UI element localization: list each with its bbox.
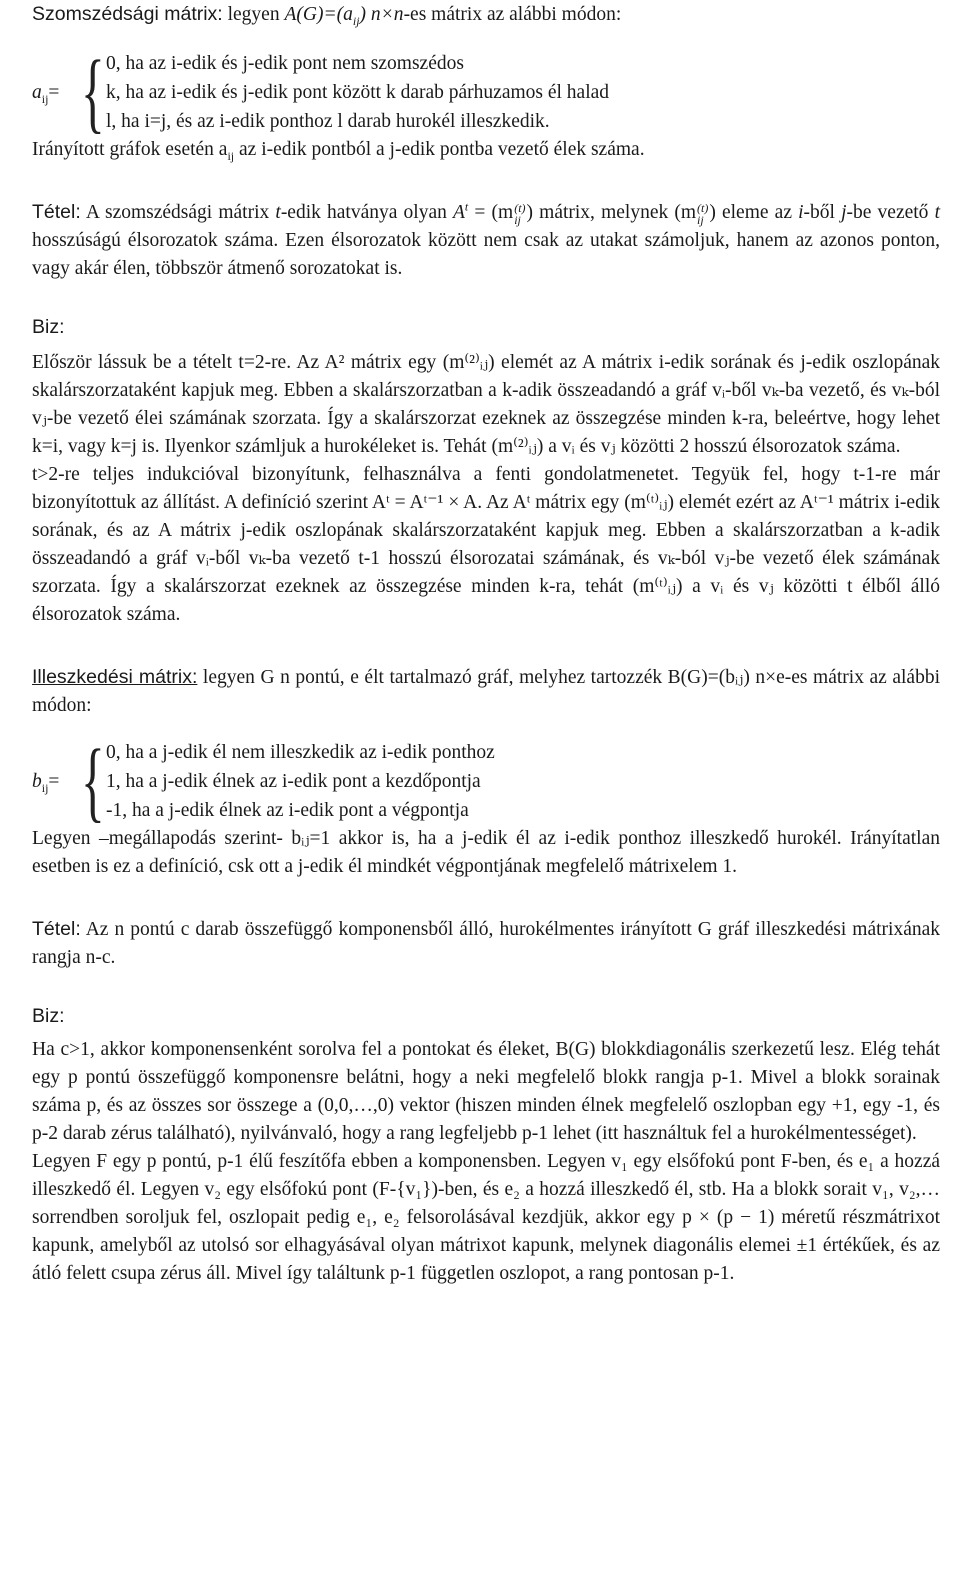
proof-1-paragraph-2: t>2-re teljes indukcióval bizonyítunk, felhasználva a fenti gondolatmenetet. Tegyük fel, hogy t-1-re már bizonyítottuk az állítást. A definíció szerint Aᵗ = Aᵗ⁻¹ × A. Az Aᵗ mátrix egy (m⁽ᵗ⁾ᵢⱼ) elemét ezért az Aᵗ⁻¹ mátrix i-edik sorának, és az A mátrix j-edik oszlopának skalárszorzataként kapjuk meg. Ebben a skalárszorzatban a k-adik összeadandó a gráf vᵢ-ből vₖ-ba vezető t-1 hosszú élsorozatai számának, és vₖ-ból vⱼ-be vezető élek számának szorzata. Így a skalárszorzat ezeknek az összegzése minden k-ra, tehát (m⁽ᵗ⁾ᵢⱼ) a vᵢ és vⱼ közötti t élből álló élsorozatok száma. <box>32 464 940 625</box>
adjacency-cases <box>32 42 940 142</box>
document-page <box>32 0 940 1288</box>
incidence-case-lines <box>106 738 495 825</box>
proof-1-paragraph-1: Először lássuk be a tételt t=2-re. Az A² mátrix egy (m⁽²⁾ᵢⱼ) elemét az A mátrix i-edik sorának és j-edik oszlopának skalárszorzataként kapjuk meg. Ebben a skalárszorzatban a k-adik összeadandó a gráf vᵢ-ből vₖ-ba vezető, és vₖ-ból vⱼ-be vezető élei számának szorzata. Így a skalárszorzat ezeknek az összegzése minden k-ra, beleértve, hogy lehet k=i, vagy k=j is. Ilyenkor számljuk a hurokéleket is. Tehát (m⁽²⁾ᵢⱼ) a vᵢ és vⱼ közötti 2 hosszú élsorozatok száma. <box>32 352 940 457</box>
incidence-case-3: -1, ha a j-edik élnek az i-edik pont a végpontja <box>106 800 469 821</box>
proof-2-paragraph-2: Legyen F egy p pontú, p-1 élű feszítőfa ebben a komponensben. Legyen v₁ egy elsőfokú pont F-ben, és e₁ a hozzá illeszkedő él. Legyen v₂ egy elsőfokú pont (F-{v₁})-ben, és e₂ a hozzá illeszkedő él, stb. Ha a blokk sorait v₁, v₂,… sorrendben soroljuk fel, oszlopait pedig e₁, e₂ felsorolásával kezdjük, akkor egy p × (p − 1) méretű részmátrixot kapunk, amelyből az utolsó sor elhagyásával olyan mátrixot kapunk, melynek diagonális elemei ±1 értékűek, és az átló felett csupa zérus áll. Mivel így találtunk p-1 független oszlopot, a rang pontosan p-1. <box>32 1151 940 1284</box>
adjacency-case-lines <box>106 49 609 136</box>
left-brace: { <box>80 731 105 831</box>
proof-1-label: Biz: <box>32 316 65 338</box>
adjacency-case-2: k, ha az i-edik és j-edik pont között k darab párhuzamos él halad <box>106 82 610 103</box>
adjacency-cases-lhs: $a_{ij}=$ <box>32 81 60 106</box>
incidence-definition: Illeszkedési mátrix: legyen G n pontú, e élt tartalmazó gráf, melyhez tartozzék B(G)=(bᵢⱼ) n×e-es mátrix az alábbi módon: <box>32 666 940 716</box>
incidence-cases-lhs: $b_{ij}=$ <box>32 770 60 795</box>
adjacency-case-1: 0, ha az i-edik és j-edik pont nem szomszédos <box>106 53 464 74</box>
adjacency-directed-note: Irányított gráfok esetén $a_{ij}$ az i-edik pontból a j-edik pontba vezető élek száma. <box>32 139 645 163</box>
left-brace: { <box>80 42 105 142</box>
theorem-2-label: Tétel: <box>32 918 81 940</box>
proof-2-label: Biz: <box>32 1005 65 1027</box>
proof-2-paragraph-1: Ha c>1, akkor komponensenként sorolva fel a pontokat és éleket, B(G) blokkdiagonális szerkezetű lesz. Elég tehát egy p pontú összefüggő komponensre belátni, hogy a neki megfelelő blokk rangja p-1. Mivel a blokk sorainak száma p, és az összes sor összege a (0,0,…,0) vektor (hiszen minden élnek megfelelő oszlopban egy +1, egy -1, és p-2 darab zérus található), nyilvánvaló, hogy a rang legfeljebb p-1 lehet (itt használtuk fel a hurokélmentességet). <box>32 1039 940 1144</box>
adjacency-definition: Szomszédsági mátrix: legyen $A(G)=(a_{ij})$ n×n-es mátrix az alábbi módon: <box>32 3 622 28</box>
incidence-case-2: 1, ha a j-edik élnek az i-edik pont a kezdőpontja <box>106 771 481 792</box>
incidence-cases <box>32 731 940 831</box>
incidence-title: Illeszkedési mátrix: <box>32 666 198 688</box>
incidence-note: Legyen –megállapodás szerint- bᵢⱼ=1 akkor is, ha a j-edik él az i-edik ponthoz illeszkedő hurokél. Irányítatlan esetben is ez a definíció, csk ott a j-edik él mindkét végpontjának megfelelő mátrixelem 1. <box>32 828 940 877</box>
adjacency-case-3: l, ha i=j, és az i-edik ponthoz l darab hurokél illeszkedik. <box>106 111 550 132</box>
theorem-2: Tétel: Az n pontú c darab összefüggő komponensből álló, hurokélmentes irányított G gráf illeszkedési mátrixának rangja n-c. <box>32 918 940 968</box>
theorem-1-label: Tétel: <box>32 201 81 223</box>
theorem-1: Tétel: A szomszédsági mátrix t-edik hatványa olyan $A^t = (m$ (t) ij ) mátrix, melynek (m (t) ij ) eleme az i-ből j-be vezető t hosszúságú élsorozatok száma. Ezen élsorozatok között nem csak az utakat számoljuk, hanem az azonos ponton, vagy akár élen, többször átmenő sorozatokat is. <box>32 199 940 279</box>
adjacency-title: Szomszédsági mátrix: <box>32 3 223 25</box>
incidence-case-1: 0, ha a j-edik él nem illeszkedik az i-edik ponthoz <box>106 742 495 763</box>
